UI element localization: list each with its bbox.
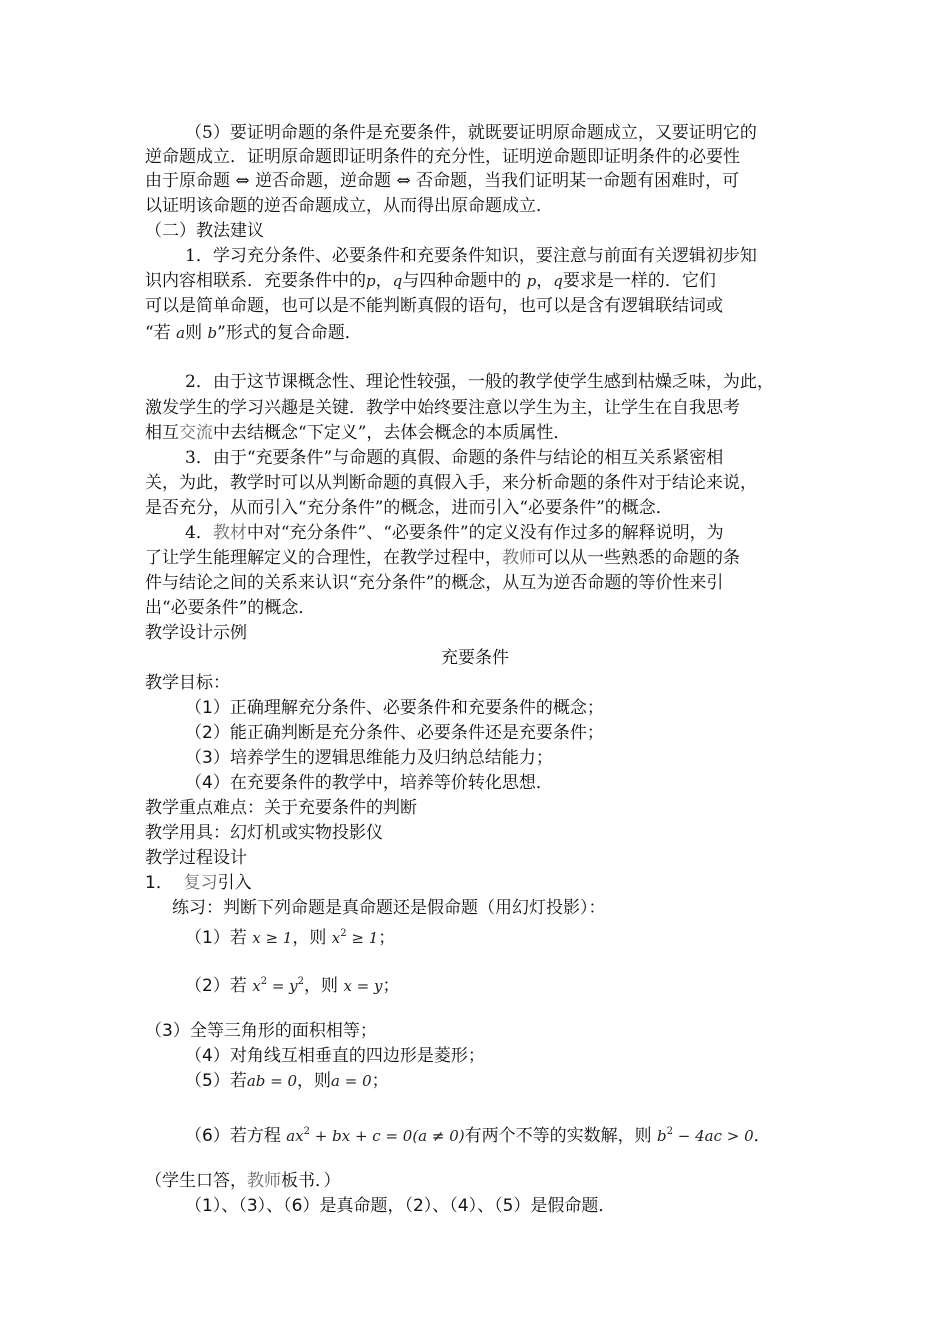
text: 逆否命题，逆命题 [255, 171, 392, 191]
exercise-intro: 练习：判断下列命题是真命题还是假命题（用幻灯投影）： [172, 898, 606, 918]
answer-line: （1）、（3）、（6）是真命题，（2）、（4）、（5）是假命题． [185, 1196, 616, 1216]
text: ，则 [304, 976, 339, 996]
superscript: 2 [260, 976, 268, 987]
teaching-tools: 教学用具：幻灯机或实物投影仪 [145, 823, 383, 843]
text: ， [375, 271, 393, 291]
text: ，则 [297, 1071, 332, 1091]
text: 引入 [217, 873, 252, 893]
text: ”形式的复合命题． [217, 323, 362, 343]
answer-note [145, 1169, 341, 1193]
text: 要求是一样的．它们 [562, 271, 716, 291]
link-jiaoshi[interactable]: 教师 [502, 548, 536, 568]
text: ≥ 1 [346, 929, 379, 947]
p1-line2 [145, 269, 716, 293]
superscript: 2 [303, 1126, 311, 1137]
text: 可以从一些熟悉的命题的条 [536, 548, 740, 568]
math-expr: ab = 0 [246, 1072, 298, 1090]
text: （5）若 [185, 1071, 247, 1091]
superscript: 2 [666, 1126, 674, 1137]
iff-symbol: ⇔ [396, 171, 411, 191]
math-expr [252, 977, 304, 995]
text: 4． [185, 523, 213, 543]
p4-line3: 件与结论之间的关系来认识“充分条件”的概念，从互为逆否命题的等价性来引 [145, 573, 724, 593]
p1-line4 [145, 321, 362, 345]
p3-line2: 关，为此，教学时可以从判断命题的真假入手，来分析命题的条件对于结论来说， [145, 473, 757, 493]
goal-item: （2）能正确判断是充分条件、必要条件还是充要条件； [185, 723, 604, 743]
math-expr: x ≥ 1 [252, 929, 293, 947]
math-expr [286, 1127, 464, 1145]
math-expr [332, 929, 379, 947]
math-expr: a = 0 [331, 1072, 372, 1090]
link-jiaoshi[interactable]: 教师 [247, 1171, 281, 1191]
text: 则 [185, 323, 203, 343]
exercise-item-1 [185, 922, 395, 950]
goals-label: 教学目标： [145, 673, 230, 693]
text: b [657, 1127, 667, 1145]
lesson-title: 充要条件 [441, 648, 509, 668]
math-b: b [207, 324, 218, 342]
text: ． [753, 1126, 771, 1146]
para5-line1: （5）要证明命题的条件是充要条件，就既要证明原命题成立，又要证明它的 [185, 123, 757, 143]
text: （2）若 [185, 976, 247, 996]
p2-line2: 激发学生的学习兴趣是关键．教学中始终要注意以学生为主，让学生在自我思考 [145, 398, 740, 418]
exercise-item-3: （3）全等三角形的面积相等； [145, 1021, 377, 1041]
text: ； [378, 928, 396, 948]
key-points: 教学重点难点：关于充要条件的判断 [145, 798, 417, 818]
para5-line4: 以证明该命题的逆否命题成立，从而得出原命题成立． [145, 196, 553, 216]
math-p: p [526, 272, 537, 290]
link-jiaocai[interactable]: 教材 [212, 523, 247, 543]
exercise-item-2 [185, 970, 400, 998]
exercise-item-5 [185, 1069, 389, 1093]
text: 中对“充分条件”、“必要条件”的定义没有作过多的解释说明，为 [246, 523, 724, 543]
text: x [331, 929, 341, 947]
text: + bx + c = 0(a ≠ 0) [310, 1127, 465, 1145]
goal-item: （4）在充要条件的教学中，培养等价转化思想． [185, 773, 553, 793]
p1-line1: 1．学习充分条件、必要条件和充要条件知识，要注意与前面有关逻辑初步知 [185, 246, 757, 266]
para5-line2: 逆命题成立．证明原命题即证明条件的充分性，证明逆命题即证明条件的必要性 [145, 147, 740, 167]
section-heading: （二）教法建议 [145, 221, 264, 241]
text: “若 [145, 323, 171, 343]
step1 [145, 871, 252, 895]
goal-item: （1）正确理解充分条件、必要条件和充要条件的概念； [185, 698, 604, 718]
design-heading: 教学设计示例 [145, 623, 247, 643]
p2-line1: 2．由于这节课概念性、理论性较强，一般的教学使学生感到枯燥乏味，为此， [185, 372, 774, 392]
goal-item: （3）培养学生的逻辑思维能力及归纳总结能力； [185, 748, 553, 768]
math-p: p [366, 272, 376, 290]
text: ； [371, 1071, 389, 1091]
math-expr [657, 1127, 754, 1145]
math-expr: x = y [343, 977, 383, 995]
para5-line3 [145, 169, 739, 193]
p3-line1: 3．由于“充要条件”与命题的真假、命题的条件与结论的相互关系紧密相 [185, 448, 724, 468]
text: x [252, 977, 261, 995]
text: 否命题，当我们证明某一命题有困难时，可 [416, 171, 740, 191]
p4-line1 [185, 521, 724, 545]
exercise-item-4: （4）对角线互相垂直的四边形是菱形； [185, 1046, 485, 1066]
text: ； [382, 976, 400, 996]
link-jiaoliu[interactable]: 交流 [179, 423, 213, 443]
p1-line3: 可以是简单命题，也可以是不能判断真假的语句，也可以是含有逻辑联结词或 [145, 296, 723, 316]
superscript: 2 [297, 976, 305, 987]
text: （1）若 [185, 928, 247, 948]
superscript: 2 [340, 928, 347, 939]
p3-line3: 是否充分，从而引入“充分条件”的概念，进而引入“必要条件”的概念． [145, 498, 673, 518]
p4-line2 [145, 546, 740, 570]
text: （6）若方程 [185, 1126, 281, 1146]
text: 中去结概念“下定义”，去体会概念的本质属性． [213, 423, 571, 443]
text: 有两个不等的实数解，则 [464, 1126, 652, 1146]
text: ，则 [292, 928, 327, 948]
text: 了让学生能理解定义的合理性，在教学过程中， [145, 548, 502, 568]
p2-line3 [145, 421, 570, 445]
p4-line4: 出“必要条件”的概念． [145, 598, 316, 618]
text: （学生口答， [145, 1171, 247, 1191]
text: 由于原命题 [145, 171, 230, 191]
text: 识内容相联系．充要条件中的 [145, 271, 366, 291]
text: ax [286, 1127, 304, 1145]
iff-symbol: ⇔ [235, 171, 250, 191]
step-number: 1． [145, 873, 173, 893]
exercise-item-6 [185, 1120, 771, 1148]
link-fuxi[interactable]: 复习 [183, 873, 218, 893]
math-q: q [553, 272, 563, 290]
math-a: a [176, 324, 186, 342]
process-heading: 教学过程设计 [145, 848, 247, 868]
math-q: q [392, 272, 403, 290]
text: 与四种命题中的 [402, 271, 522, 291]
text: = y [267, 977, 298, 995]
text: 相互 [145, 423, 179, 443]
text: − 4ac > 0 [673, 1127, 754, 1145]
text: 板书．） [281, 1171, 341, 1191]
text: ， [536, 271, 554, 291]
